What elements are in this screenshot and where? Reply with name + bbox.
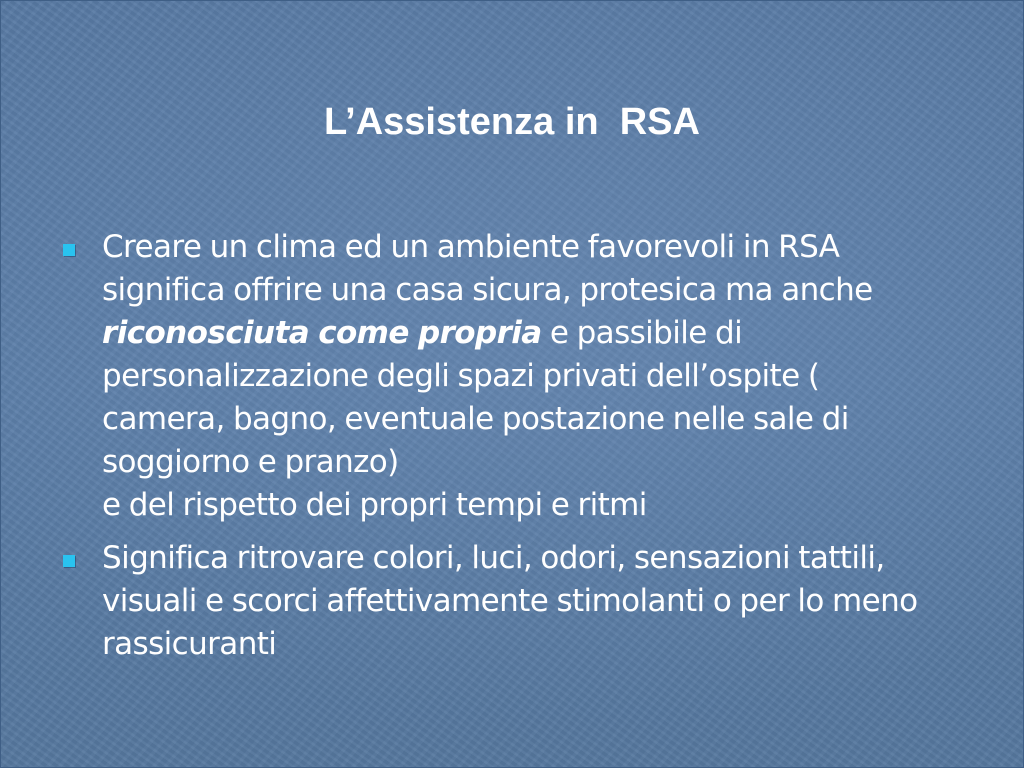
bullet-2-text: Significa ritrovare colori, luci, odori, sensazioni tattili, visuali e scorci affettivamente stimolanti o per lo meno rassicuranti [102,540,918,662]
bullet-1-text-end: e del rispetto dei propri tempi e ritmi [102,487,647,523]
bullet-1-emphasis: riconosciuta come propria [102,315,542,351]
bullet-item-2 [60,537,950,666]
bullet-item-1 [60,226,950,527]
square-bullet-icon [63,244,75,256]
bullet-1-text-middle: e passibile di personalizzazione degli spazi privati dell’ospite ( camera, bagno, eventuale postazione nelle sale di soggiorno e pranzo) [102,315,849,480]
square-bullet-icon [63,555,75,567]
bullet-list [60,226,950,666]
slide-title: L’Assistenza in RSA [324,101,700,143]
bullet-1-text-start: Creare un clima ed un ambiente favorevoli in RSA significa offrire una casa sicura, protesica ma anche [102,229,873,308]
